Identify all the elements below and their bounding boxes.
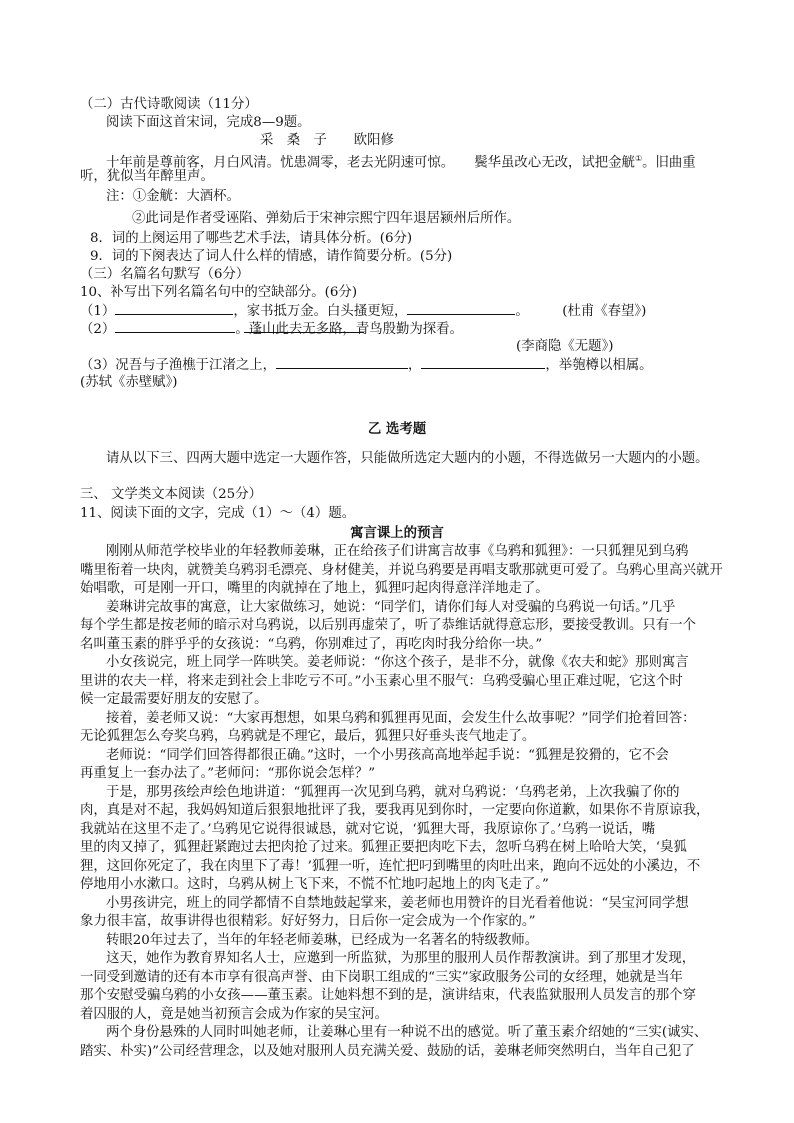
- question-10: 10、补写出下列名篇名句中的空缺部分。(6分): [80, 285, 358, 300]
- answer-blank[interactable]: [115, 302, 233, 315]
- story-line: 刚刚从师范学校毕业的年轻教师姜琳，正在给孩子们讲寓言故事《乌鸦和狐狸》：一只狐狸见到乌鸦: [106, 544, 689, 559]
- fill-text: （3）况吾与子渔樵于江渚之上，: [80, 358, 276, 373]
- story-line: 转眼20年过去了，当年的年轻老师姜琳，已经成为一名著名的特级教师。: [106, 933, 539, 948]
- question-8: 8．词的上阕运用了哪些艺术手法，请具体分析。(6分): [90, 231, 413, 246]
- footnote-mark: ①: [634, 154, 643, 163]
- fill-source-3: (苏轼《赤壁赋》): [80, 375, 178, 390]
- story-line: 老师说：“同学们回答得都很正确。”这时，一个小男孩高高地举起手说：“狐狸是狡猾的，它不会: [106, 748, 669, 763]
- story-line: 肉，真是对不起，我妈妈知道后狠狠地批评了我，要我再见到你时，一定要向你道歉，如果你不肯原谅我，: [80, 803, 710, 818]
- question-9: 9．词的下阕表达了词人什么样的情感，请作简要分析。(5分): [90, 249, 453, 264]
- story-line: 里讲的农夫一样，将来走到社会上非吃亏不可。”小玉素心里不服气：乌鸦受骗心里正难过呢，它这个时: [80, 674, 683, 689]
- answer-blank[interactable]: [407, 302, 515, 315]
- story-title: 寓言课上的预言: [350, 525, 444, 541]
- story-line: 每个学生都是按老师的暗示对乌鸦说，以后别再虚荣了，听了恭维话就得意忘形，要接受教训。只有一个: [80, 618, 696, 633]
- story-line: 接着，姜老师又说：“大家再想想，如果乌鸦和狐狸再见面，会发生什么故事呢？”同学们抢着回答：: [106, 711, 696, 726]
- story-line: 狸，这回你死定了，我在肉里下了毒！’狐狸一听，连忙把叼到嘴里的肉吐出来，跑向不远处的小溪边，不: [80, 859, 701, 874]
- fill-line-1: [80, 302, 646, 321]
- fill-text: ，举匏樽以相属。: [545, 358, 653, 373]
- story-line: 无论狐狸怎么夸奖乌鸦，乌鸦就是不理它，最后，狐狸只好垂头丧气地走了。: [80, 729, 536, 744]
- story-line: 两个身份悬殊的人同时叫她老师，让姜琳心里有一种说不出的感觉。听了董玉素介绍她的“三实(诚实、: [106, 1025, 708, 1040]
- part-b-title: 乙 选考题: [367, 421, 427, 437]
- story-line: 姜琳讲完故事的寓意，让大家做练习，她说：“同学们，请你们每人对受骗的乌鸦说一句话。”几乎: [106, 600, 676, 615]
- answer-blank[interactable]: [244, 320, 364, 333]
- question-11: 11、阅读下面的文字，完成（1）～（4）题。: [80, 506, 356, 521]
- story-line: 里的肉又掉了，狐狸赶紧跑过去把肉抢了过来。狐狸正要把肉吃下去，忽听乌鸦在树上哈哈大笑，‘臭狐: [80, 840, 687, 855]
- fill-line-3: [80, 356, 653, 375]
- story-line: 始唱歌，可是刚一开口，嘴里的肉就掉在了地上，狐狸叼起肉得意洋洋地走了。: [80, 581, 549, 596]
- story-line: 小女孩说完，班上同学一阵哄笑。姜老师说：“你这个孩子，是非不分，就像《农夫和蛇》那则寓言: [106, 655, 689, 670]
- story-line: 象力很丰富，故事讲得也很精彩。好好努力，日后你一定会成为一个作家的。”: [80, 914, 536, 929]
- fill-text: ，家书抵万金。白头搔更短，: [233, 304, 408, 319]
- fill-line-2-blank-b: [80, 320, 364, 339]
- poem-note-1: 注：①金觥：大酒杯。: [106, 189, 240, 204]
- fill-text: 。 (杜甫《春望》): [515, 304, 647, 319]
- story-line: 候一定最需要好朋友的安慰了。: [80, 692, 268, 707]
- poem-instruction: 阅读下面这首宋词，完成8—9题。: [106, 115, 311, 130]
- section-three-title: 三、 文学类文本阅读（25分）: [80, 487, 262, 502]
- fill-text: ，: [408, 358, 422, 373]
- story-line: 嘴里衔着一块肉，就赞美乌鸦羽毛漂亮、身材健美，并说乌鸦要是再唱支歌那就更可爱了。乌鸦心里高兴就开: [80, 563, 723, 578]
- story-line: 一同受到邀请的还有本市享有很高声誉、由下岗职工组成的“三实”家政服务公司的女经理，她就是当年: [80, 970, 683, 985]
- part-b-instruction: 请从以下三、四两大题中选定一大题作答，只能做所选定大题内的小题，不得选做另一大题内的小题。: [106, 451, 709, 466]
- fill-source-2: (李商隐《无题》): [516, 339, 614, 354]
- fill-label: （2）: [80, 322, 116, 337]
- story-line: 停地用小水漱口。这时，乌鸦从树上飞下来，不慌不忙地叼起地上的肉飞走了。”: [80, 877, 549, 892]
- poem-line-2: 听，犹似当年醉里声。: [80, 169, 214, 184]
- answer-blank[interactable]: [421, 356, 545, 369]
- story-line: 这天，她作为教育界知名人士，应邀到一所监狱，为那里的服刑人员作帮教演讲。到了那里才发现，: [106, 951, 696, 966]
- story-line: 我就站在这里不走了。’乌鸦见它说得很诚恳，就对它说，‘狐狸大哥，我原谅你了。’乌鸦一说话，嘴: [80, 822, 656, 837]
- poem-title: 采 桑 子 欧阳修: [260, 133, 394, 148]
- story-line: 那个安慰受骗乌鸦的小女孩——董玉素。让她料想不到的是，演讲结束，代表监狱服刑人员发言的那个穿: [80, 988, 696, 1003]
- story-line: 踏实、朴实)”公司经营理念，以及她对服刑人员充满关爱、鼓励的话，姜琳老师突然明白，当年自己犯了: [80, 1044, 695, 1059]
- section-title-poetry: （二）古代诗歌阅读（11分）: [80, 97, 258, 112]
- story-line: 名叫董玉素的胖乎乎的女孩说：“乌鸦，你别难过了，再吃肉时我分给你一块。”: [80, 637, 543, 652]
- poem-note-2: ②此词是作者受诬陷、弹劾后于宋神宗熙宁四年退居颍州后所作。: [132, 211, 521, 226]
- poem-text: 十年前是尊前客，月白风清。忧患凋零，老去光阴速可惊。 鬓华虽改心无改，试把金觥: [106, 155, 635, 171]
- story-line: 小男孩讲完，班上的同学都情不自禁地鼓起掌来，姜老师也用赞许的目光看着他说：“吴宝河同学想: [106, 896, 689, 911]
- story-line: 着囚服的人，竟是她当初预言会成为作家的吴宝河。: [80, 1007, 388, 1022]
- fill-label: （1）: [80, 304, 116, 319]
- poem-text: 。旧曲重: [642, 155, 696, 171]
- fill-text: 。蓬山此去无多路，青鸟殷勤为探看。: [235, 322, 463, 337]
- section-title-recitation: （三）名篇名句默写（6分）: [80, 267, 250, 282]
- story-line: 再重复上一套办法了。”老师问：“那你说会怎样？”: [80, 766, 376, 781]
- story-line: 于是，那男孩绘声绘色地讲道：“狐狸再一次见到乌鸦，就对乌鸦说：‘乌鸦老弟，上次我骗了你的: [106, 785, 680, 800]
- answer-blank[interactable]: [276, 356, 408, 369]
